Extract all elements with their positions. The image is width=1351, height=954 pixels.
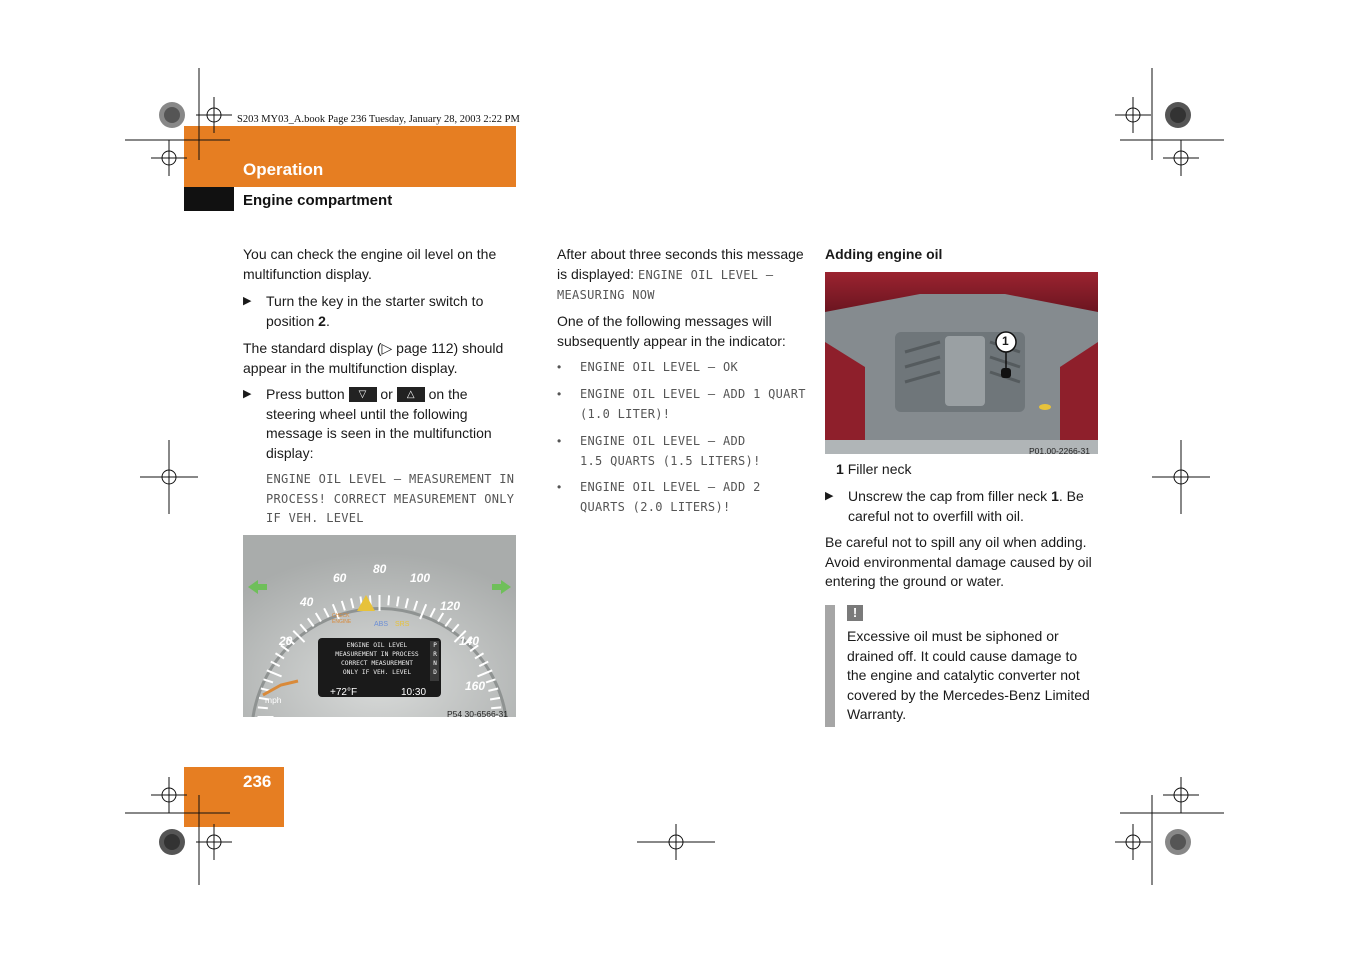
speed-label-80: 80 [373, 562, 387, 576]
following-text: One of the following messages will subsequently appear in the indicator: [557, 313, 786, 349]
speed-label-160: 160 [465, 679, 486, 693]
gear-r: R [433, 651, 437, 658]
arrow-bullet-icon: ▶ [825, 490, 834, 502]
measurement-message: ENGINE OIL LEVEL – MEASUREMENT IN PROCESS! CORRECT MEASUREMENT ONLY IF VEH. LEVEL [266, 472, 515, 525]
gear-d: D [433, 669, 437, 676]
srs-label: SRS [395, 621, 410, 628]
after-seconds-pre: After about three seconds this message is displayed: [557, 246, 804, 282]
speed-label-40: 40 [300, 595, 314, 609]
gear-n: N [433, 660, 437, 667]
speed-label-120: 120 [440, 599, 461, 613]
message-text: ENGINE OIL LEVEL – ADD 1 QUART (1.0 LITER)! [580, 387, 806, 421]
chapter-title: Operation [243, 160, 324, 179]
registration-target-icon [140, 97, 1210, 860]
cluster-figure-code: P54 30-6566-31 [447, 709, 508, 717]
step2-or: or [380, 386, 393, 402]
bullet-dot-icon: • [557, 360, 562, 374]
legend-text: Filler neck [847, 461, 912, 477]
bullet-dot-icon: • [557, 434, 562, 448]
arrow-bullet-icon: ▶ [243, 295, 252, 307]
unscrew-text: Unscrew the cap from filler neck [848, 488, 1052, 504]
abs-label: ABS [374, 621, 389, 628]
bullet-dot-icon: • [557, 387, 562, 401]
step1-text: Turn the key in the starter switch to position [266, 293, 484, 329]
display-line-3: CORRECT MEASUREMENT [340, 660, 414, 667]
speed-unit: mph [265, 695, 282, 705]
speed-label-140: 140 [459, 634, 480, 648]
display-line-1: ENGINE OIL LEVEL [346, 642, 408, 649]
adding-oil-heading: Adding engine oil [825, 246, 943, 262]
section-title: Engine compartment [243, 192, 393, 209]
gear-p: P [433, 642, 437, 649]
intro-text: You can check the engine oil level on the multifunction display. [243, 246, 497, 282]
engine-figure-code: P01.00-2266-31 [1029, 446, 1090, 454]
speed-label-20: 20 [279, 634, 293, 648]
message-text: ENGINE OIL LEVEL – OK [580, 360, 739, 374]
page-number: 236 [243, 772, 272, 791]
check-engine-label: CHECK ENGINE [332, 613, 352, 625]
step1-end: . [325, 312, 330, 329]
step2-pre: Press button [266, 386, 345, 402]
message-text: ENGINE OIL LEVEL – ADD 2 QUARTS (2.0 LITERS)! [580, 480, 761, 514]
callout-number: 1 [1002, 334, 1009, 348]
arrow-bullet-icon: ▶ [243, 388, 252, 400]
color-bar-disc-icon [159, 102, 1191, 855]
legend-number: 1 [836, 461, 844, 477]
unscrew-ref: 1 [1051, 488, 1059, 504]
unscrew-end: . Be careful not to overfill with oil. [848, 488, 1084, 524]
standard-display-text: The standard display (▷ page 112) should appear in the multifunction display. [243, 340, 504, 376]
message-text: ENGINE OIL LEVEL – ADD 1.5 QUARTS (1.5 LITERS)! [580, 434, 761, 468]
print-header: S203 MY03_A.book Page 236 Tuesday, January 28, 2003 2:22 PM [237, 114, 520, 125]
bullet-dot-icon: • [557, 480, 562, 494]
measuring-now-message: ENGINE OIL LEVEL – MEASURING NOW [557, 267, 774, 302]
step1-position: 2 [318, 312, 326, 329]
step2-rest: steering wheel until the following message is seen in the multifunction display: [266, 405, 492, 461]
careful-text: Be careful not to spill any oil when adding. Avoid environmental damage caused by oil entering the ground or water. [825, 534, 1092, 589]
notice-exclamation-icon: ! [847, 605, 863, 621]
outside-temp: +72°F [330, 687, 358, 698]
scroll-up-button-icon: △ [397, 387, 425, 402]
speed-label-60: 60 [333, 571, 347, 585]
step2-post: on the [428, 386, 468, 402]
notice-text: Excessive oil must be siphoned or drained off. It could cause damage to the engine and catalytic converter not covered by the Mercedes-Benz Limited Warranty. [847, 628, 1090, 722]
speed-label-100: 100 [410, 571, 431, 585]
scroll-down-button-icon: ▽ [349, 387, 377, 402]
display-line-2: MEASUREMENT IN PROCESS [335, 651, 419, 658]
display-line-4: ONLY IF VEH. LEVEL [342, 669, 412, 676]
clock: 10:30 [401, 687, 427, 698]
